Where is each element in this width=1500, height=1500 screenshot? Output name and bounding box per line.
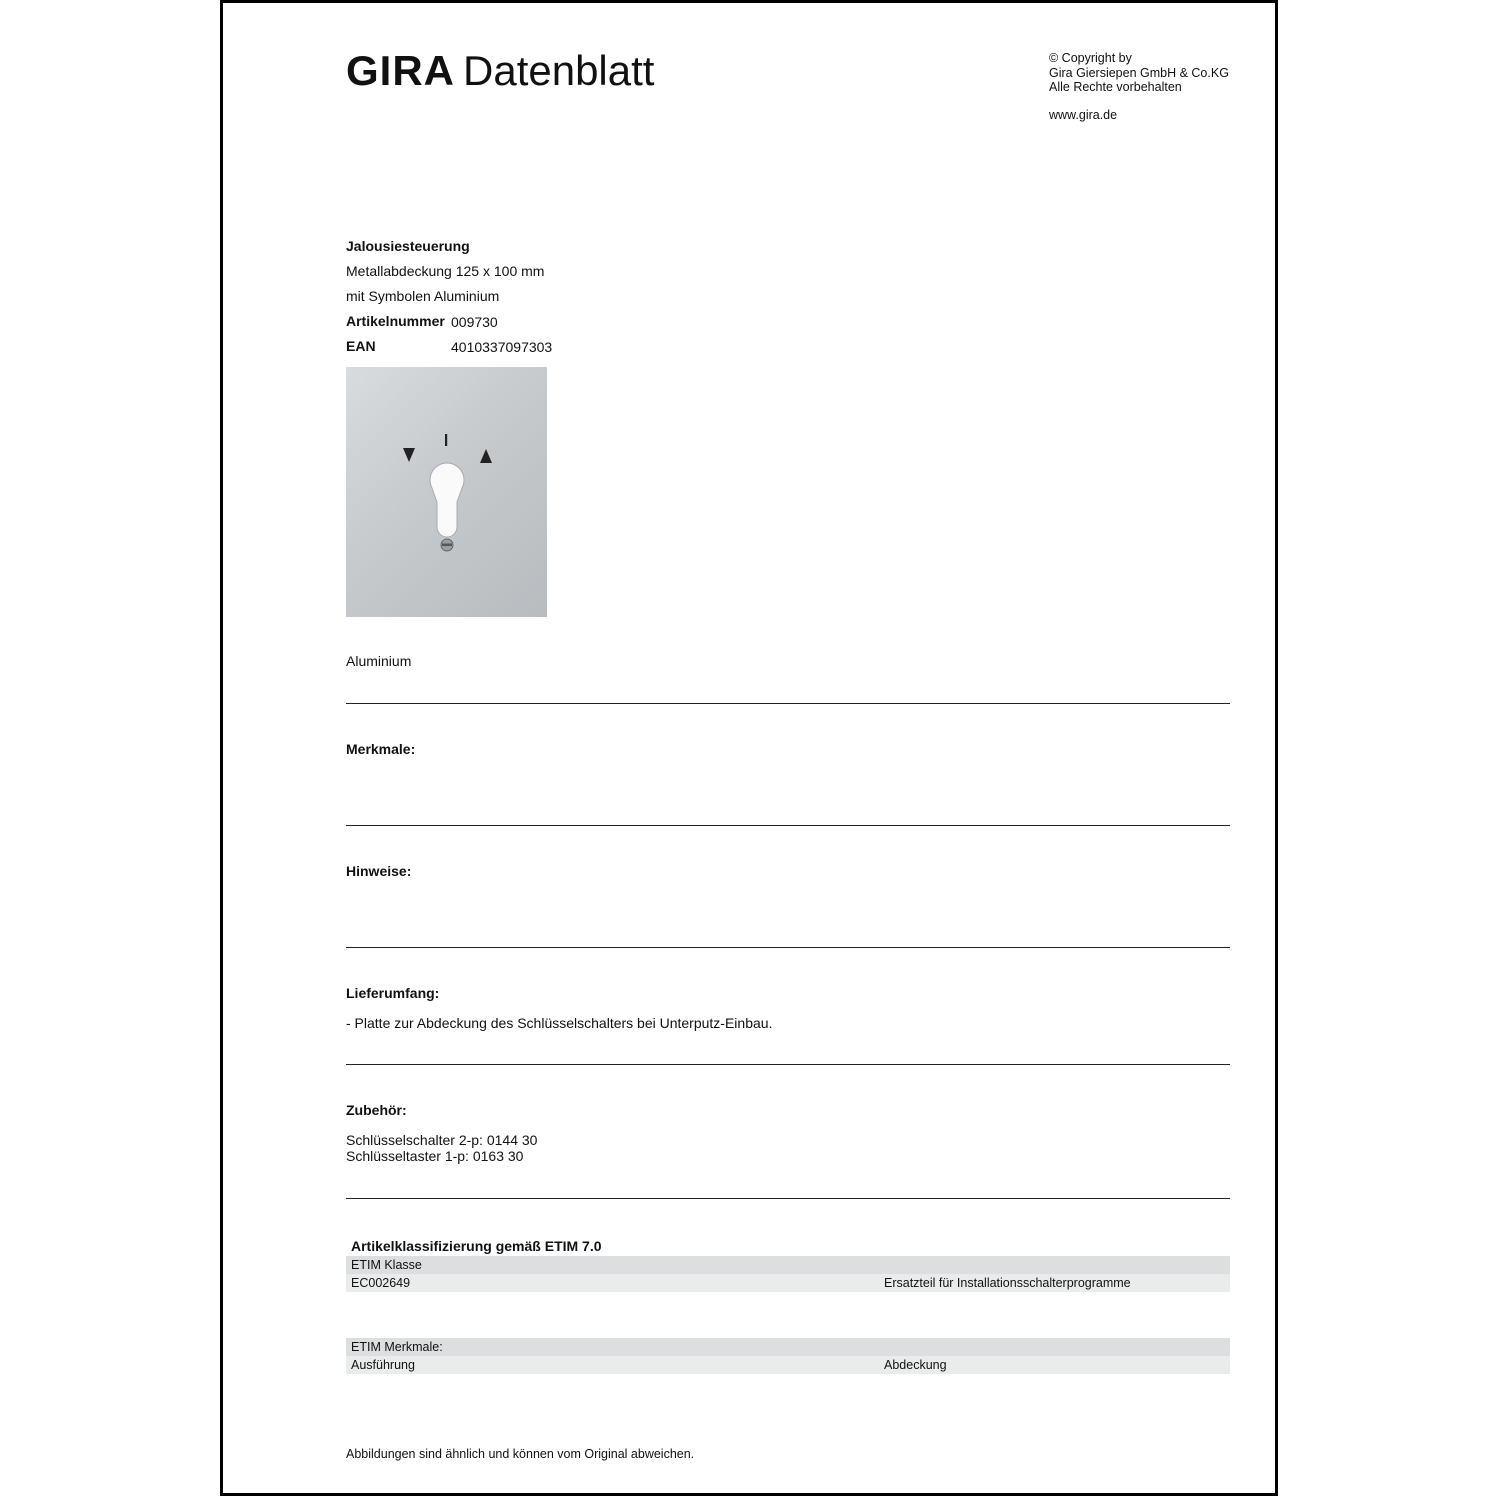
etim-class-header: ETIM Klasse <box>351 1258 422 1272</box>
divider <box>346 947 1230 948</box>
divider <box>346 825 1230 826</box>
copyright-line: Alle Rechte vorbehalten <box>1049 80 1182 94</box>
article-number-value: 009730 <box>451 314 498 330</box>
section-hinweise: Hinweise: <box>346 863 412 879</box>
section-zubehoer: Zubehör: <box>346 1102 407 1118</box>
datasheet-page <box>220 0 1278 1496</box>
gira-logo <box>346 47 654 95</box>
brand-name: GIRA <box>346 47 455 94</box>
copyright-line: Gira Giersiepen GmbH & Co.KG <box>1049 65 1229 80</box>
etim-class-row <box>346 1274 1230 1292</box>
article-number-label: Artikelnummer <box>346 313 445 329</box>
product-name: Jalousiesteuerung <box>346 238 470 254</box>
etim-class-code: EC002649 <box>351 1276 411 1290</box>
etim-title: Artikelklassifizierung gemäß ETIM 7.0 <box>351 1238 602 1254</box>
document-title: Datenblatt <box>463 47 655 94</box>
etim-feature-value: Abdeckung <box>884 1358 947 1372</box>
etim-class-header-row <box>346 1256 1230 1274</box>
website-link[interactable]: www.gira.de <box>1049 108 1118 122</box>
color-label: Aluminium <box>346 653 412 669</box>
ean-value: 4010337097303 <box>451 339 553 355</box>
etim-features-header: ETIM Merkmale: <box>351 1340 443 1354</box>
section-merkmale: Merkmale: <box>346 741 416 757</box>
footer-note: Abbildungen sind ähnlich und können vom Original abweichen. <box>346 1447 695 1461</box>
divider <box>346 1198 1230 1199</box>
zubehoer-item: Schlüsselschalter 2-p: 0144 30 <box>346 1132 538 1148</box>
etim-class-name: Ersatzteil für Installationsschalterprogramme <box>884 1276 1131 1290</box>
key-cylinder-slot-icon <box>430 463 464 537</box>
section-lieferumfang: Lieferumfang: <box>346 985 440 1001</box>
zubehoer-item: Schlüsseltaster 1-p: 0163 30 <box>346 1148 524 1164</box>
divider <box>346 703 1230 704</box>
product-desc-line1: Metallabdeckung 125 x 100 mm <box>346 263 545 279</box>
key-switch-cover-illustration <box>346 367 547 617</box>
lieferumfang-text: - Platte zur Abdeckung des Schlüsselschalters bei Unterputz-Einbau. <box>346 1015 773 1031</box>
copyright-line: © Copyright by <box>1049 51 1132 65</box>
etim-feature-name: Ausführung <box>351 1358 415 1372</box>
etim-feature-row <box>346 1356 1230 1374</box>
copyright-notice <box>1049 51 1229 95</box>
product-desc-line2: mit Symbolen Aluminium <box>346 288 500 304</box>
arrow-up-icon <box>480 449 492 463</box>
divider <box>346 1064 1230 1065</box>
etim-features-header-row <box>346 1338 1230 1356</box>
center-mark-icon <box>445 434 447 446</box>
product-image <box>346 367 547 617</box>
ean-label: EAN <box>346 338 376 354</box>
arrow-down-icon <box>403 448 415 462</box>
